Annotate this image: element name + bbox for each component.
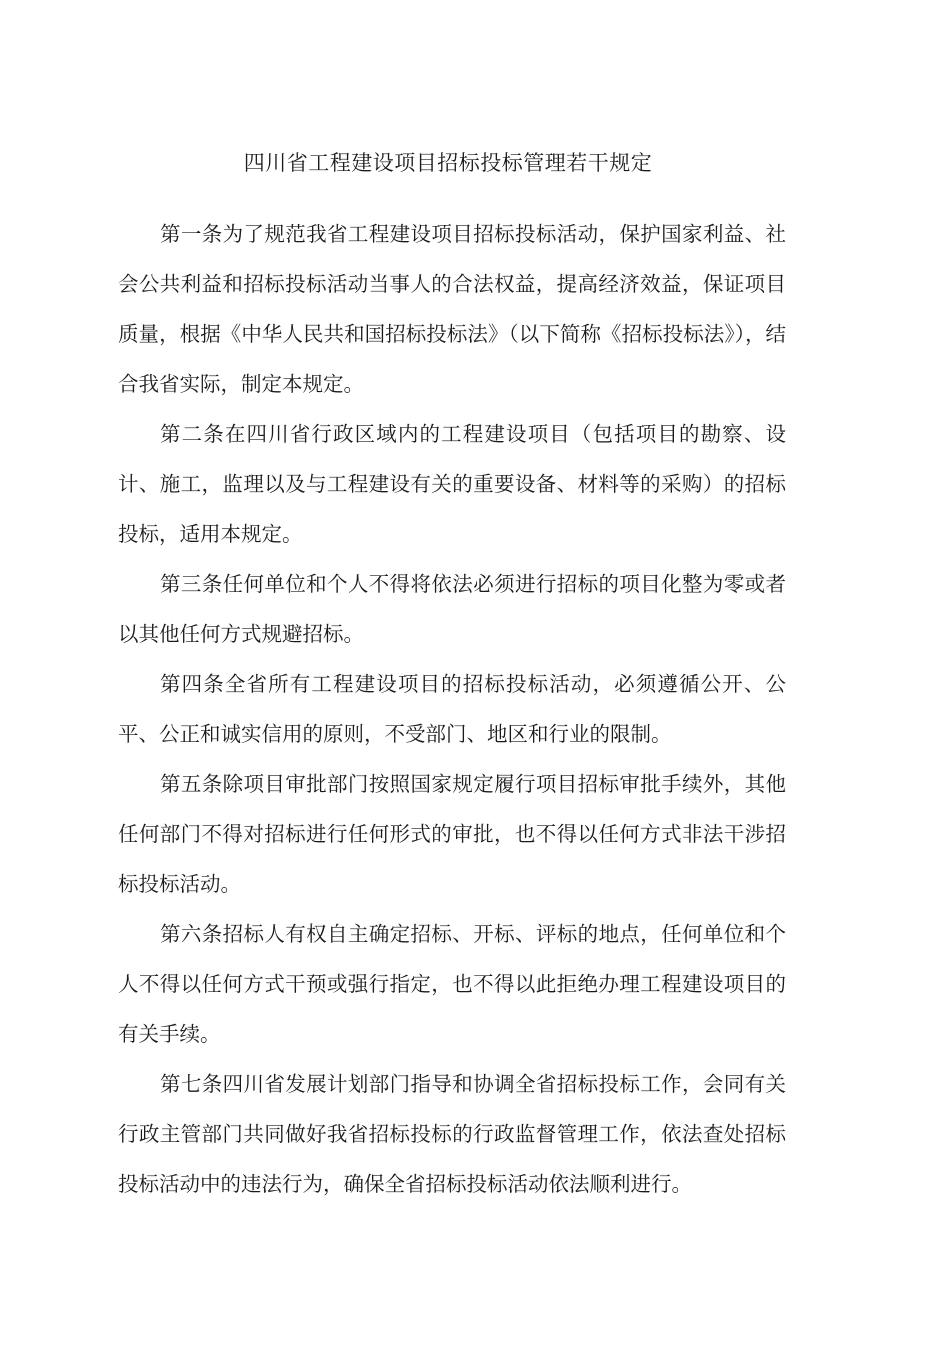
document-title: 四川省工程建设项目招标投标管理若干规定 (243, 151, 653, 175)
article-4: 第四条全省所有工程建设项目的招标投标活动，必须遵循公开、公平、公正和诚实信用的原则，不受部门、地区和行业的限制。 (118, 672, 786, 746)
article-7: 第七条四川省发展计划部门指导和协调全省招标投标工作，会同有关行政主管部门共同做好我省招标投标的行政监督管理工作，依法查处招标投标活动中的违法行为，确保全省招标投标活动依法顺利进行。 (118, 1072, 786, 1196)
article-6: 第六条招标人有权自主确定招标、开标、评标的地点，任何单位和个人不得以任何方式干预或强行指定，也不得以此拒绝办理工程建设项目的有关手续。 (118, 922, 786, 1046)
document-body (118, 209, 786, 1209)
article-3: 第三条任何单位和个人不得将依法必须进行招标的项目化整为零或者以其他任何方式规避招标。 (118, 572, 786, 646)
article-5: 第五条除项目审批部门按照国家规定履行项目招标审批手续外，其他任何部门不得对招标进行任何形式的审批，也不得以任何方式非法干涉招标投标活动。 (118, 772, 786, 896)
article-2: 第二条在四川省行政区域内的工程建设项目（包括项目的勘察、设计、施工，监理以及与工程建设有关的重要设备、材料等的采购）的招标投标，适用本规定。 (118, 422, 786, 546)
article-1: 第一条为了规范我省工程建设项目招标投标活动，保护国家利益、社会公共利益和招标投标活动当事人的合法权益，提高经济效益，保证项目质量，根据《中华人民共和国招标投标法》（以下简称《招标投标法》），结合我省实际，制定本规定。 (118, 222, 786, 396)
